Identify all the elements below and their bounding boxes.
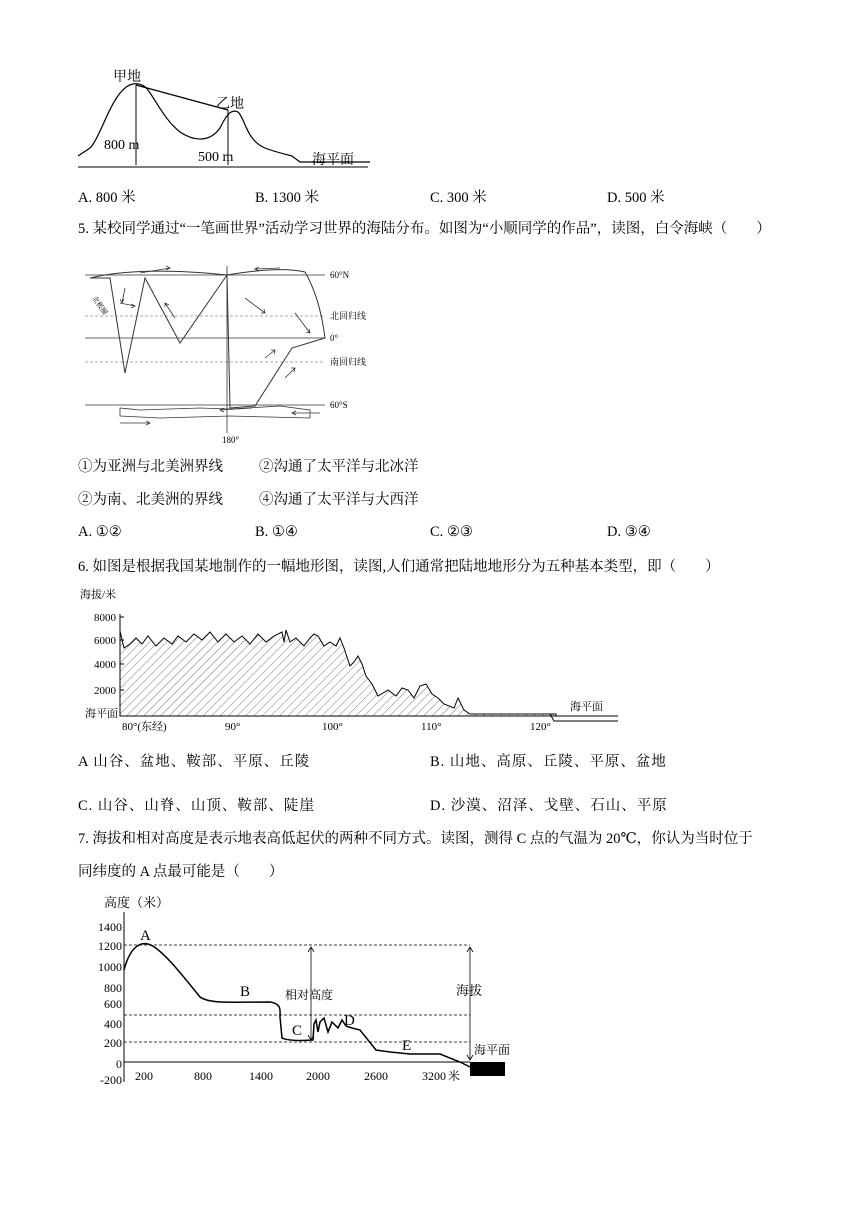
q7-relative-height-label: 相对高度	[285, 988, 334, 1002]
q6-xtick-120: 120°	[530, 721, 551, 733]
q7-ytick-0: 0	[116, 1057, 122, 1071]
map-label-equator: 0°	[330, 333, 339, 343]
label-800m: 800 m	[104, 138, 140, 153]
q6-ytick-sea: 海平面	[85, 708, 118, 720]
q6-option-a[interactable]: A 山谷、盆地、鞍部、平原、丘陵	[78, 754, 311, 770]
q7-sea-label: 海平面	[474, 1043, 511, 1057]
q7-ylabel: 高度（米）	[104, 895, 170, 910]
q7-xtick-2600: 2600	[364, 1069, 388, 1083]
q5-stem: 5. 某校同学通过“一笔画世界”活动学习世界的海陆分布。如图为“小顺同学的作品”，读图，白令海峡（ ）	[78, 221, 771, 237]
q6-ytick-4000: 4000	[94, 659, 116, 671]
q6-option-b[interactable]: B. 山地、高原、丘陵、平原、盆地	[430, 754, 667, 770]
q6-ytick-2000: 2000	[94, 685, 116, 697]
q6-xtick-80: 80°(东经)	[122, 721, 167, 733]
map-label-tropic-n: 北回归线	[330, 311, 367, 321]
q6-ytick-8000: 8000	[94, 612, 116, 624]
q5-statement-4: ④沟通了太平洋与大西洋	[259, 492, 419, 508]
q7-ytick-600: 600	[104, 997, 122, 1011]
terrain-profile-chart	[78, 586, 628, 736]
q5-statement-3: ②为南、北美洲的界线	[78, 492, 223, 508]
q6-stem: 6. 如图是根据我国某地制作的一幅地形图，读图,人们通常把陆地地形分为五种基本类型，即（ ）	[78, 559, 720, 575]
q7-point-a: A	[140, 928, 151, 944]
q6-ylabel: 海拔/米	[80, 589, 117, 601]
map-label-180: 180°	[222, 435, 240, 445]
q5-statement-2: ②沟通了太平洋与北冰洋	[259, 459, 419, 475]
q6-xtick-110: 110°	[421, 721, 442, 733]
q7-point-b: B	[240, 984, 251, 1000]
q4-option-b[interactable]: B. 1300 米	[255, 190, 320, 206]
q4-option-d[interactable]: D. 500 米	[607, 190, 665, 206]
q6-xtick-100: 100°	[322, 721, 343, 733]
label-yi: 乙地	[216, 97, 244, 112]
map-label-side: 北极圈	[90, 294, 109, 317]
q7-point-e: E	[402, 1038, 412, 1054]
q7-xtick-2000: 2000	[306, 1069, 330, 1083]
q7-altitude-label: 海拔	[456, 983, 483, 998]
q4-option-c[interactable]: C. 300 米	[430, 190, 487, 206]
q7-ytick-1400: 1400	[98, 920, 122, 934]
q6-xtick-90: 90°	[225, 721, 241, 733]
q7-ytick-1200: 1200	[98, 939, 122, 953]
q7-ytick-400: 400	[104, 1017, 122, 1031]
q7-stem-line2: 同纬度的 A 点最可能是（ ）	[78, 864, 284, 880]
one-stroke-world-map	[80, 258, 380, 448]
q7-xtick-1400: 1400	[249, 1069, 273, 1083]
map-label-60n: 60°N	[330, 270, 350, 280]
q7-ytick-800: 800	[104, 981, 122, 995]
q7-point-c: C	[292, 1023, 303, 1039]
q7-ytick-200: 200	[104, 1036, 122, 1050]
label-jia: 甲地	[113, 70, 141, 85]
label-500m: 500 m	[198, 150, 234, 165]
q7-ytick-1000: 1000	[98, 960, 122, 974]
q4-option-a[interactable]: A. 800 米	[78, 190, 136, 206]
q5-option-b[interactable]: B. ①④	[255, 524, 298, 540]
q5-statement-1: ①为亚洲与北美洲界线	[78, 459, 223, 475]
q7-point-d: D	[344, 1013, 355, 1029]
q7-xunit: 米	[448, 1069, 461, 1083]
q7-ytick-neg200: -200	[100, 1073, 122, 1087]
map-label-tropic-s: 南回归线	[330, 357, 367, 367]
q6-option-c[interactable]: C. 山谷、山脊、山顶、鞍部、陡崖	[78, 798, 315, 814]
q6-option-d[interactable]: D. 沙漠、沼泽、戈壁、石山、平原	[430, 798, 668, 814]
q5-option-d[interactable]: D. ③④	[607, 524, 651, 540]
q6-ytick-6000: 6000	[94, 635, 116, 647]
q5-option-a[interactable]: A. ①②	[78, 524, 122, 540]
q7-xtick-800: 800	[194, 1069, 212, 1083]
label-sea-level-1: 海平面	[312, 153, 354, 168]
map-label-60s: 60°S	[330, 400, 348, 410]
q7-xtick-200: 200	[135, 1069, 153, 1083]
q7-xtick-3200: 3200	[422, 1069, 446, 1083]
q5-option-c[interactable]: C. ②③	[430, 524, 473, 540]
q6-sea-label: 海平面	[570, 701, 603, 713]
q7-stem-line1: 7. 海拔和相对高度是表示地表高低起伏的两种不同方式。读图，测得 C 点的气温为 20℃，你认为当时位于	[78, 831, 753, 847]
elevation-profile-chart	[70, 892, 520, 1092]
